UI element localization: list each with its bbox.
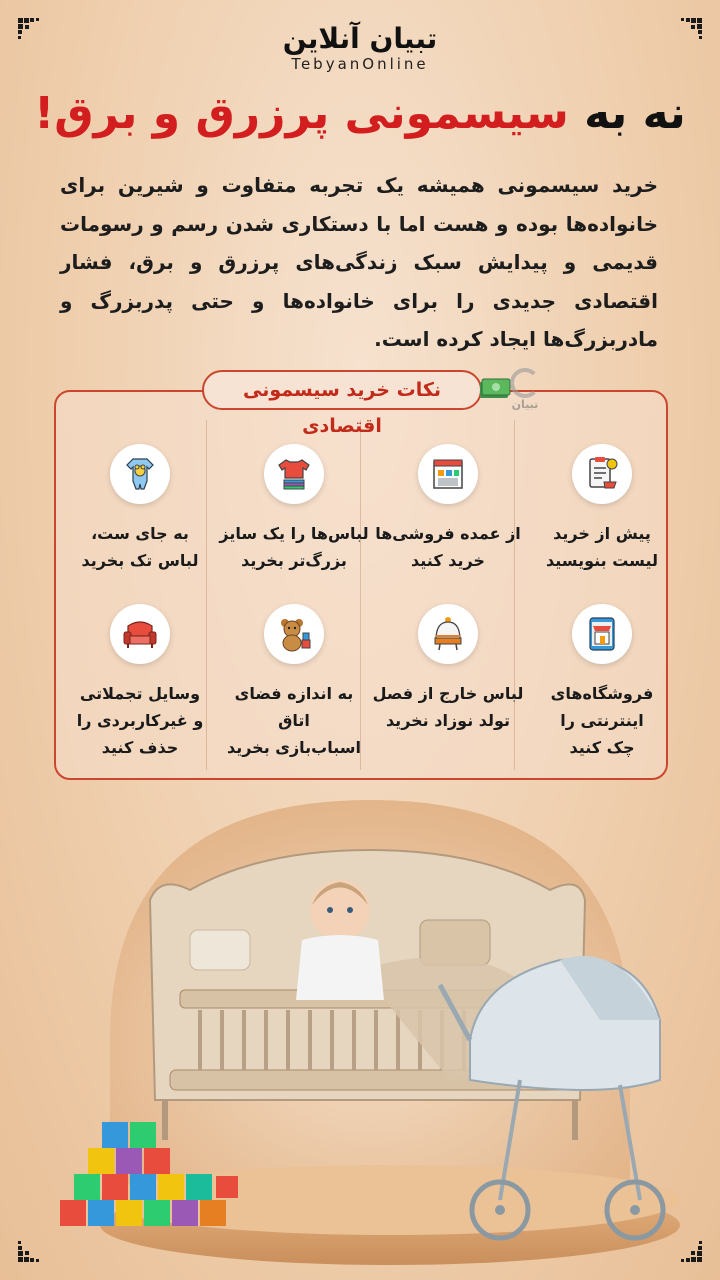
baby-hat-icon — [418, 604, 478, 664]
sofa-icon — [110, 604, 170, 664]
nursery-illustration — [0, 780, 720, 1280]
tip-label: به جای ست، لباس تک بخرید — [81, 524, 199, 570]
clothes-icon — [264, 444, 324, 504]
brand-name-fa: تبیان آنلاین — [282, 22, 438, 55]
tip-label: پیش از خرید لیست بنویسید — [546, 524, 658, 570]
tip-item — [526, 604, 678, 761]
tip-label: لباس خارج از فصل تولد نوزاد نخرید — [372, 684, 524, 730]
tip-item — [64, 604, 216, 761]
baby-onesie-icon — [110, 444, 170, 504]
tip-label: فروشگاه‌های اینترنتی را چک کنید — [550, 684, 654, 757]
tip-item — [218, 444, 370, 574]
tip-label: به اندازه فضای اتاق اسباب‌بازی بخرید — [226, 684, 362, 757]
tip-label: لباس‌ها را یک سایز بزرگ‌تر بخرید — [219, 524, 369, 570]
wholesale-store-icon — [418, 444, 478, 504]
tip-item — [372, 604, 524, 734]
tip-item — [372, 444, 524, 574]
online-store-icon — [572, 604, 632, 664]
tip-item — [64, 444, 216, 574]
tip-label: وسایل تجملاتی و غیرکاربردی را حذف کنید — [76, 684, 204, 757]
page-title — [0, 84, 720, 144]
teddy-bear-icon — [264, 604, 324, 664]
title-part-2: سیسمونی پرزرق و برق! — [34, 88, 569, 139]
intro-paragraph: خرید سیسمونی همیشه یک تجربه متفاوت و شیرین برای خانواده‌ها بوده و هست اما با دستکاری شدن رسم و رسومات قدیمی و پیدایش سبک زندگی‌های پرزرق و برق، فشار اقتصادی جدیدی را برای خانواده‌ها و حتی پدربزرگ و مادربزرگ‌ها ایجاد کرده است. — [60, 173, 658, 351]
tip-item — [526, 444, 678, 574]
watermark-logo — [500, 368, 550, 424]
title-part-1: نه به — [568, 88, 686, 139]
shopping-list-icon — [572, 444, 632, 504]
brand-name-en: TebyanOnline — [291, 55, 429, 73]
brand-logo — [0, 22, 720, 73]
tips-section-title: نکات خرید سیسمونی اقتصادی — [202, 370, 482, 410]
tip-item — [218, 604, 370, 761]
watermark-text: تبیان — [511, 398, 539, 411]
tip-label: از عمده فروشی‌ها خرید کنید — [375, 524, 521, 570]
